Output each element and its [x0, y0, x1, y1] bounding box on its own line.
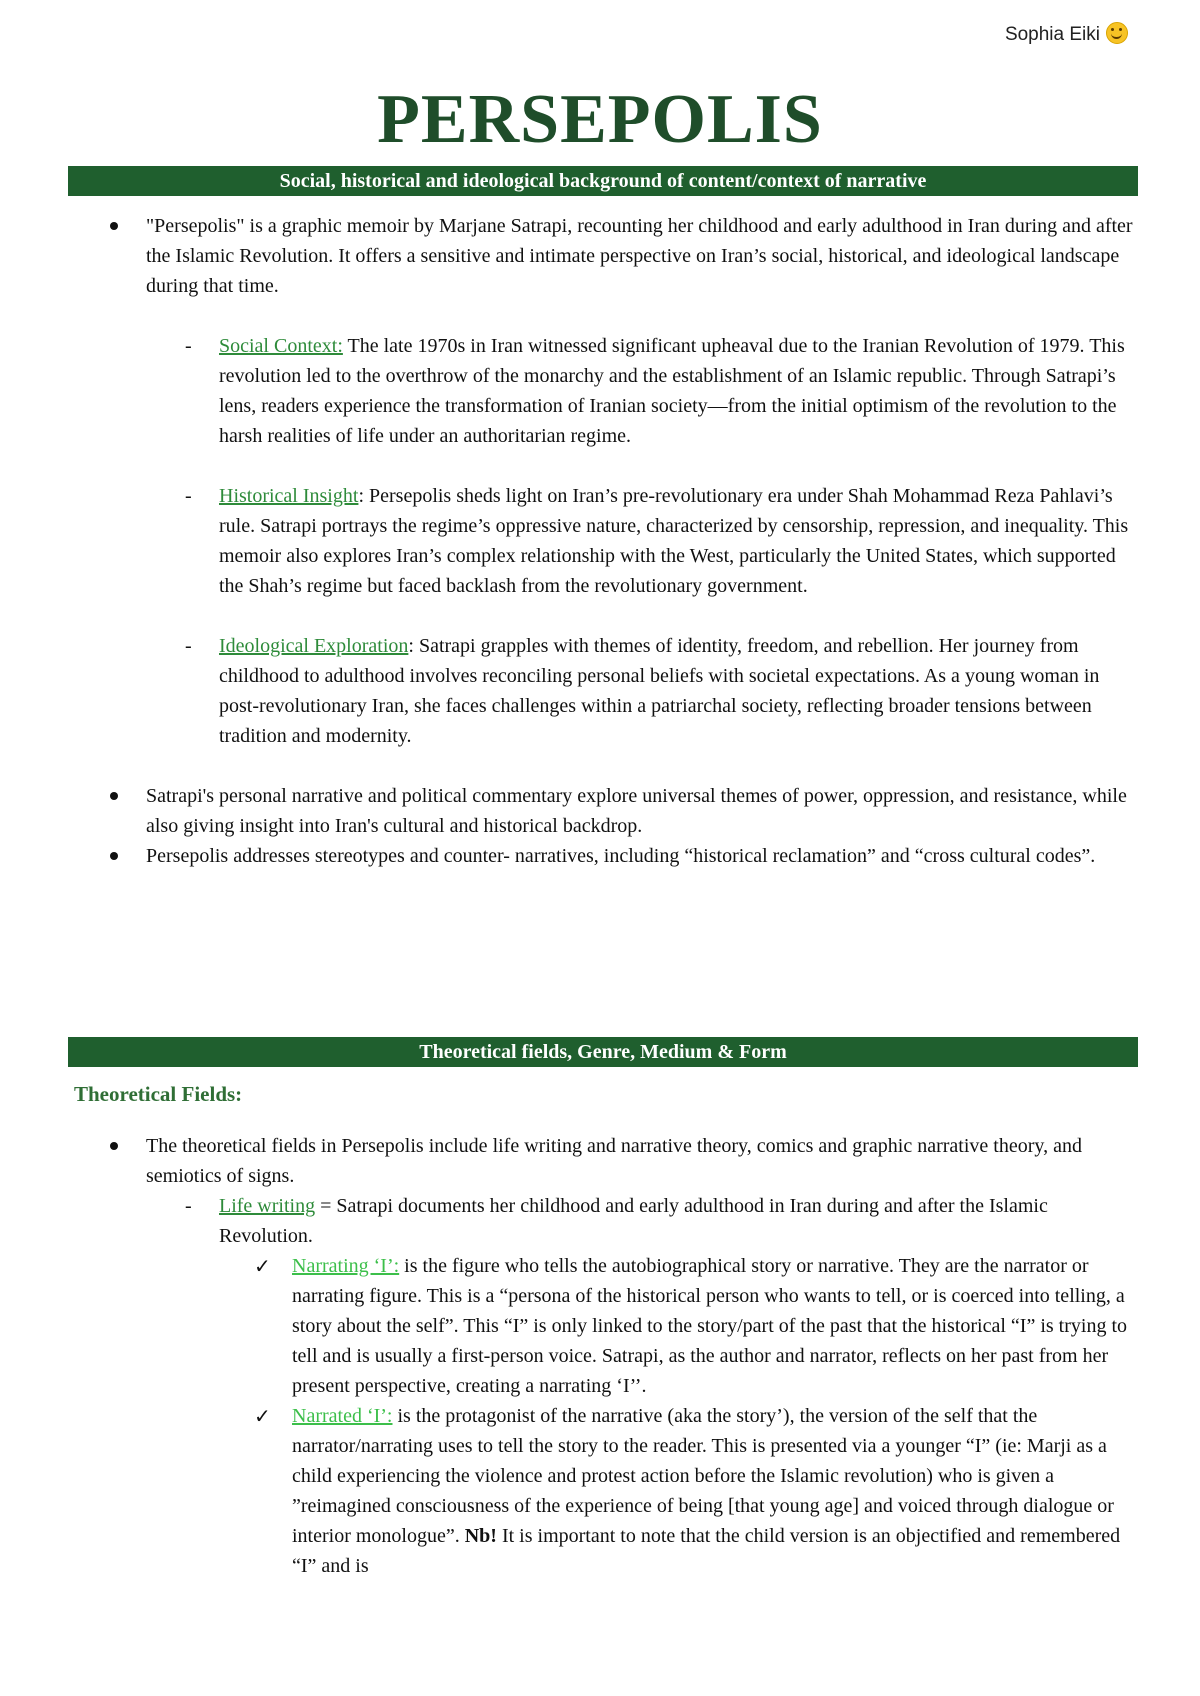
subheading-theoretical-fields: Theoretical Fields:: [74, 1082, 243, 1106]
bullet-text: Persepolis addresses stereotypes and counter- narratives, including “historical reclamation” and “cross cultural codes”.: [146, 845, 1096, 867]
list-item: [0, 781, 1200, 841]
life-writing-label: Life writing: [219, 1195, 316, 1217]
list-item: [0, 631, 1200, 751]
life-writing-text: = Satrapi documents her childhood and early adulthood in Iran during and after the Islamic Revolution.: [219, 1195, 1048, 1247]
narrating-i-text: is the figure who tells the autobiographical story or narrative. They are the narrator or narrating figure. This is a “persona of the historical person who wants to tell, or is coerced into telling, a story about the self”. This “I” is only linked to the story/part of the past that the historical “I” is trying to tell and is usually a first-person voice. Satrapi, as the author and narrator, reflects on her past from her present perspective, creating a narrating ‘I’’.: [292, 1255, 1127, 1397]
social-context-text: The late 1970s in Iran witnessed significant upheaval due to the Iranian Revolution of 1979. This revolution led to the overthrow of the monarchy and the establishment of an Islamic republic. Through Satrapi’s lens, readers experience the transformation of Iranian society—from the initial optimism of the revolution to the harsh realities of life under an authoritarian regime.: [219, 335, 1125, 447]
checkmark-icon: ✓: [254, 1404, 271, 1428]
bullet-icon: [110, 852, 118, 860]
historical-insight-label: Historical Insight: [219, 485, 359, 507]
bullet-icon: [110, 1142, 118, 1150]
section-heading-theory: Theoretical fields, Genre, Medium & Form: [68, 1037, 1138, 1067]
nb-note: Nb!: [464, 1525, 497, 1547]
author-name-text: Sophia Eiki: [1004, 24, 1100, 45]
bullet-icon: [110, 792, 118, 800]
dash-icon: -: [185, 1195, 192, 1217]
list-item: [0, 841, 1200, 871]
dash-icon: -: [185, 485, 192, 507]
dash-icon: -: [185, 335, 192, 357]
checkmark-icon: ✓: [254, 1254, 271, 1278]
smiley-icon: [1106, 22, 1128, 44]
ideological-exploration-label: Ideological Exploration: [219, 635, 409, 657]
bullet-icon: [110, 222, 118, 230]
narrated-i-text-continued: It is important to note that the child version is an objectified and remembered “I” and is: [292, 1525, 1121, 1577]
section-theory-content: [0, 1131, 1200, 1581]
author-name: [1005, 22, 1128, 46]
narrated-i-label: Narrated ‘I’:: [292, 1405, 393, 1427]
list-item: [0, 1401, 1200, 1581]
dash-icon: -: [185, 635, 192, 657]
bullet-text: "Persepolis" is a graphic memoir by Marjane Satrapi, recounting her childhood and early adulthood in Iran during and after the Islamic Revolution. It offers a sensitive and intimate perspective on Iran’s social, historical, and ideological landscape during that time.: [146, 215, 1133, 297]
narrated-i-text: is the protagonist of the narrative (aka the story’), the version of the self that the narrator/narrating uses to tell the story to the reader. This is presented via a younger “I” (ie: Marji as a child experiencing the violence and protest action before the Islamic revolution) who is given a ”reimagined consciousness of the experience of being [that young age] and voiced through dialogue or interior monologue”.: [292, 1405, 1114, 1547]
bullet-text: Satrapi's personal narrative and political commentary explore universal themes of power, oppression, and resistance, while also giving insight into Iran's cultural and historical backdrop.: [146, 785, 1127, 837]
page-title: PERSEPOLIS: [377, 81, 823, 158]
narrating-i-label: Narrating ‘I’:: [292, 1255, 400, 1277]
list-item: [0, 211, 1200, 301]
list-item: [0, 481, 1200, 601]
list-item: [0, 1251, 1200, 1401]
historical-insight-text: : Persepolis sheds light on Iran’s pre-revolutionary era under Shah Mohammad Reza Pahlavi’s rule. Satrapi portrays the regime’s oppressive nature, characterized by censorship, repression, and inequality. This memoir also explores Iran’s complex relationship with the West, particularly the United States, which supported the Shah’s regime but faced backlash from the revolutionary government.: [219, 485, 1129, 597]
social-context-label: Social Context:: [219, 335, 343, 357]
list-item: [0, 1191, 1200, 1251]
list-item: [0, 331, 1200, 451]
section-background-content: [0, 211, 1200, 871]
ideological-exploration-text: : Satrapi grapples with themes of identity, freedom, and rebellion. Her journey from childhood to adulthood involves reconciling personal beliefs with societal expectations. As a young woman in post-revolutionary Iran, she faces challenges within a patriarchal society, reflecting broader tensions between tradition and modernity.: [219, 635, 1100, 747]
list-item: [0, 1131, 1200, 1191]
bullet-text: The theoretical fields in Persepolis include life writing and narrative theory, comics and graphic narrative theory, and semiotics of signs.: [146, 1135, 1082, 1187]
section-heading-background: Social, historical and ideological background of content/context of narrative: [68, 166, 1138, 196]
